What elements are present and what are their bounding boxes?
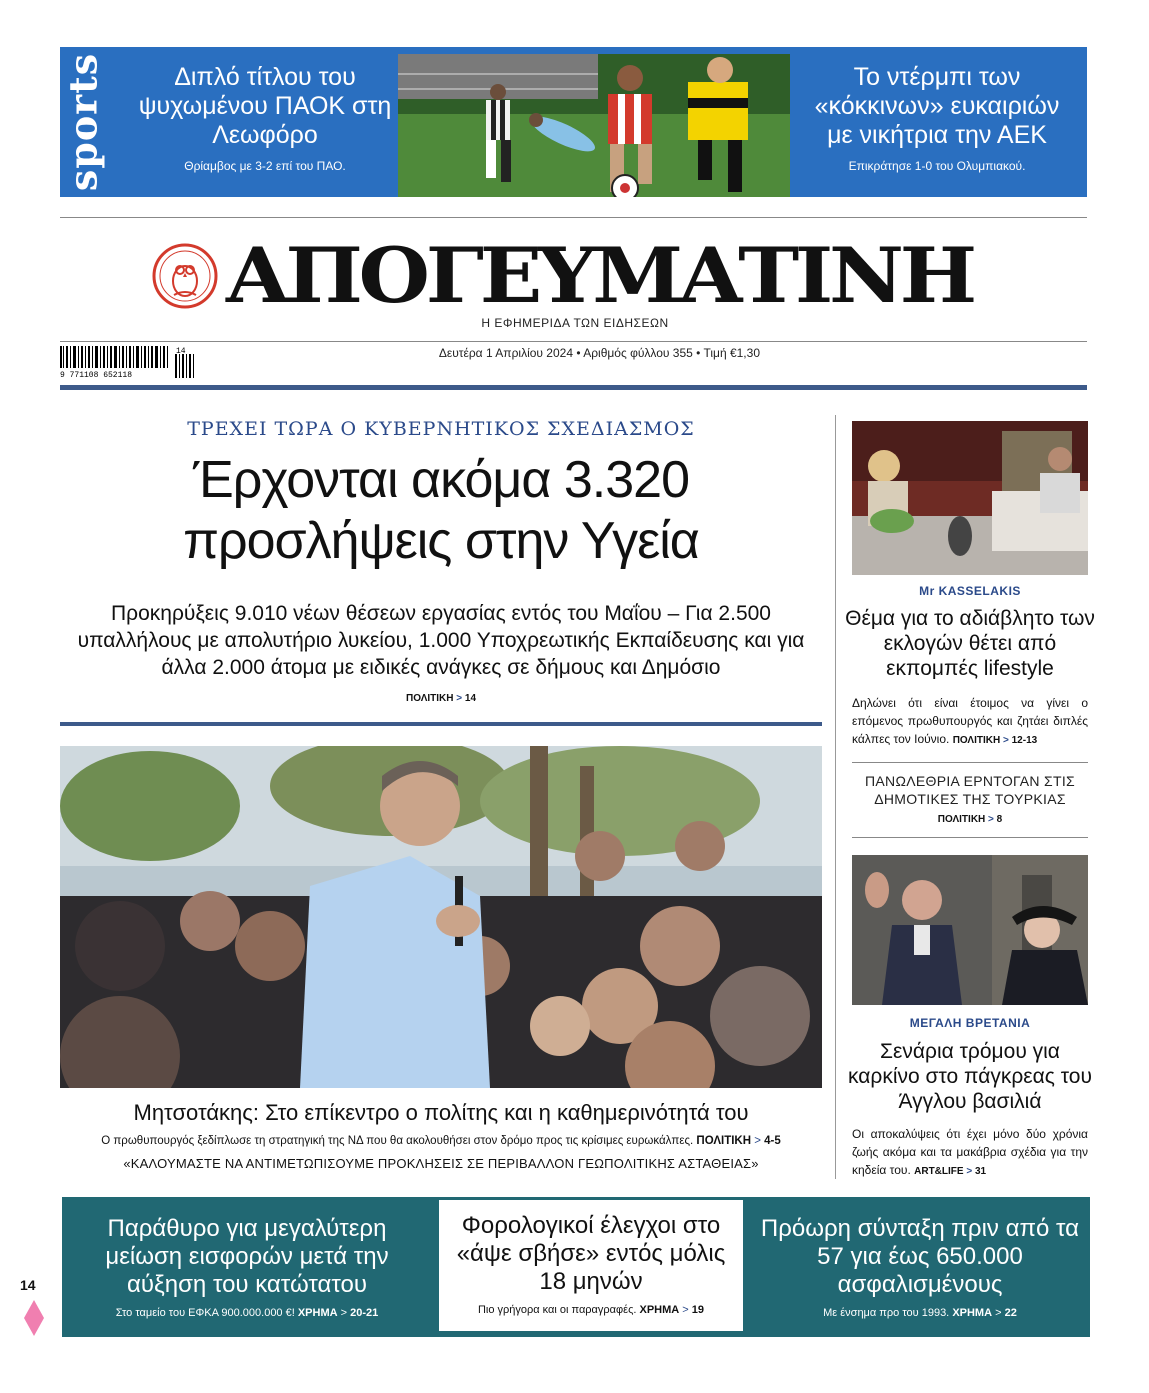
side2-page-ref[interactable]	[846, 814, 1094, 825]
sports-banner[interactable]	[60, 47, 1087, 197]
side1-ref-section: ΠΟΛΙΤΙΚΗ	[952, 735, 1001, 746]
photo-story-sub	[60, 1135, 822, 1147]
chevron-right-icon: >	[456, 693, 463, 704]
football-photo	[398, 54, 790, 197]
top-rule	[60, 217, 1087, 218]
box1-headline: Παράθυρο για μεγαλύτερη μείωση εισφορών μετά την αύξηση του κατώτατου	[105, 1215, 389, 1298]
column-divider	[835, 415, 836, 1179]
side1-kicker: Mr KASSELAKIS	[919, 584, 1021, 598]
mitsotakis-crowd-photo	[60, 746, 822, 1088]
chevron-right-icon: >	[966, 1166, 973, 1177]
pink-diamond-icon	[24, 1300, 44, 1336]
chevron-right-icon: >	[754, 1135, 761, 1147]
box3-ref-page: 22	[1004, 1307, 1017, 1319]
side3-page-ref[interactable]	[914, 1166, 986, 1177]
lead-headline-line2: προσλήψεις στην Υγεία	[183, 512, 699, 570]
sports-right-headline: Το ντέρμπι των «κόκκινων» ευκαιριών με νικήτρια την ΑΕΚ	[814, 63, 1060, 149]
masthead-rule	[60, 341, 1087, 342]
bottom-box-2[interactable]	[439, 1200, 743, 1331]
lead-dek: Προκηρύξεις 9.010 νέων θέσεων εργασίας εντός του Μαΐου – Για 2.500 υπαλλήλους με απολυτήριο λυκείου, 1.000 Υποχρεωτικής Εκπαίδευσης και για άλλα 2.000 άτομα με ειδικές ανάγκες σε δήμους και Δημόσιο	[77, 602, 805, 679]
side-rule-2	[852, 837, 1088, 838]
photo-story-sub-text: Ο πρωθυπουργός ξεδίπλωσε τη στρατηγική της ΝΔ που θα ακολουθήσει στον δρόμο προς τις κρίσιμες ευρωκάλπες.	[101, 1135, 694, 1147]
box3-ref-section: ΧΡΗΜΑ	[952, 1307, 993, 1319]
box3-sub-text: Με ένσημα προ του 1993.	[823, 1307, 950, 1319]
side1-text	[852, 694, 1088, 750]
sports-story-left[interactable]	[130, 63, 400, 173]
photo-story-headline[interactable]: Μητσοτάκης: Στο επίκεντρο ο πολίτης και η καθημερινότητά του	[133, 1100, 749, 1125]
side3-headline[interactable]: Σενάρια τρόμου για καρκίνο στο πάγκρεας του Άγγλου βασιλιά	[848, 1040, 1092, 1113]
lead-ref-section: ΠΟΛΙΤΙΚΗ	[405, 693, 454, 704]
masthead-tagline: Η ΕΦΗΜΕΡΙΔΑ ΤΩΝ ΕΙΔΗΣΕΩΝ	[481, 316, 669, 330]
barcode-issue: 14	[176, 347, 186, 356]
sports-tab-label: sports	[60, 52, 106, 192]
side3-text	[852, 1125, 1088, 1181]
box1-ref-section: ΧΡΗΜΑ	[297, 1307, 338, 1319]
owl-seal-logo	[152, 243, 218, 309]
side2-headline[interactable]: ΠΑΝΩΛΕΘΡΙΑ ΕΡΝΤΟΓΑΝ ΣΤΙΣ ΔΗΜΟΤΙΚΕΣ ΤΗΣ ΤΟΥΡΚΙΑΣ	[865, 773, 1075, 807]
chevron-right-icon: >	[995, 1307, 1002, 1319]
side1-body: Δηλώνει ότι είναι έτοιμος να γίνει ο επόμενος πρωθυπουργός και ζητάει διπλές κάλπες τον Ιούνιο.	[852, 696, 1088, 746]
sports-tab	[60, 47, 106, 197]
side-rule-1	[852, 762, 1088, 763]
side2-ref-section: ΠΟΛΙΤΙΚΗ	[937, 814, 986, 825]
barcode-number: 9 771108 652118	[60, 371, 133, 378]
bottom-box-3[interactable]	[750, 1197, 1090, 1337]
sports-right-sub: Επικράτησε 1-0 του Ολυμπιακού.	[848, 159, 1026, 173]
box2-ref-page: 19	[691, 1304, 705, 1316]
chevron-right-icon: >	[682, 1304, 689, 1316]
photo-story-quote: «ΚΑΛΟΥΜΑΣΤΕ ΝΑ ΑΝΤΙΜΕΤΩΠΙΣΟΥΜΕ ΠΡΟΚΛΗΣΕΙΣ ΣΕ ΠΕΡΙΒΑΛΛΟΝ ΓΕΩΠΟΛΙΤΙΚΗΣ ΑΣΤΑΘΕΙΑΣ»	[123, 1156, 759, 1171]
box3-sub	[750, 1307, 1090, 1319]
chevron-right-icon: >	[988, 814, 994, 825]
box1-sub-text: Στο ταμείο του ΕΦΚΑ 900.000.000 €!	[115, 1307, 295, 1319]
side1-ref-page: 12-13	[1011, 735, 1038, 746]
lead-headline[interactable]	[60, 450, 822, 572]
sports-left-headline: Διπλό τίτλου του ψυχωμένου ΠΑΟΚ στη Λεωφόρο	[138, 63, 392, 149]
lead-blue-rule	[60, 722, 822, 726]
lead-headline-line1: Έρχονται ακόμα 3.320	[193, 451, 689, 509]
box3-headline: Πρόωρη σύνταξη πριν από τα 57 για έως 650.000 ασφαλισμένους	[760, 1215, 1080, 1298]
page-number: 14	[20, 1277, 36, 1293]
box2-headline: Φορολογικοί έλεγχοι στο «άψε σβήσε» εντός μόλις 18 μηνών	[456, 1212, 726, 1295]
side3-kicker: ΜΕΓΑΛΗ ΒΡΕΤΑΝΙΑ	[909, 1016, 1031, 1030]
box1-sub	[62, 1307, 432, 1319]
side3-ref-page: 31	[974, 1166, 987, 1177]
box2-ref-section: ΧΡΗΜΑ	[639, 1304, 680, 1316]
barcode	[60, 346, 200, 378]
box2-sub-text: Πιο γρήγορα και οι παραγραφές.	[477, 1304, 637, 1316]
side1-headline[interactable]: Θέμα για το αδιάβλητο των εκλογών θέτει από εκπομπές lifestyle	[845, 607, 1095, 680]
masthead-blue-rule	[60, 385, 1087, 390]
lead-kicker: ΤΡΕΧΕΙ ΤΩΡΑ Ο ΚΥΒΕΡΝΗΤΙΚΟΣ ΣΧΕΔΙΑΣΜΟΣ	[187, 418, 695, 440]
kasselakis-tv-photo	[852, 421, 1088, 575]
box1-ref-page: 20-21	[350, 1307, 379, 1319]
lead-page-ref[interactable]	[60, 693, 822, 704]
bottom-box-1[interactable]	[62, 1197, 432, 1337]
photo-story-ref-section[interactable]: ΠΟΛΙΤΙΚΗ	[696, 1135, 752, 1147]
side1-page-ref[interactable]	[953, 735, 1038, 746]
chevron-right-icon: >	[340, 1307, 348, 1319]
masthead-title: ΑΠΟΓΕΥΜΑΤΙΝΗ	[226, 231, 973, 320]
box2-sub	[439, 1304, 743, 1316]
side3-ref-section: ART&LIFE	[914, 1166, 964, 1177]
chevron-right-icon: >	[1003, 735, 1009, 746]
sports-story-right[interactable]	[802, 63, 1072, 173]
sports-left-sub: Θρίαμβος με 3-2 επί του ΠΑΟ.	[184, 159, 346, 173]
lead-ref-page: 14	[464, 693, 477, 704]
issue-info: Δευτέρα 1 Απριλίου 2024 • Αριθμός φύλλου 355 • Τιμή €1,30	[438, 346, 760, 360]
side2-ref-page: 8	[996, 814, 1003, 825]
photo-story-ref-page: 4-5	[764, 1135, 781, 1147]
side3-body: Οι αποκαλύψεις ότι έχει μόνο δύο χρόνια ζωής ακόμα και τα μακάβρια σχέδια για την κηδεία του.	[852, 1127, 1088, 1177]
king-charles-photo	[852, 855, 1088, 1005]
